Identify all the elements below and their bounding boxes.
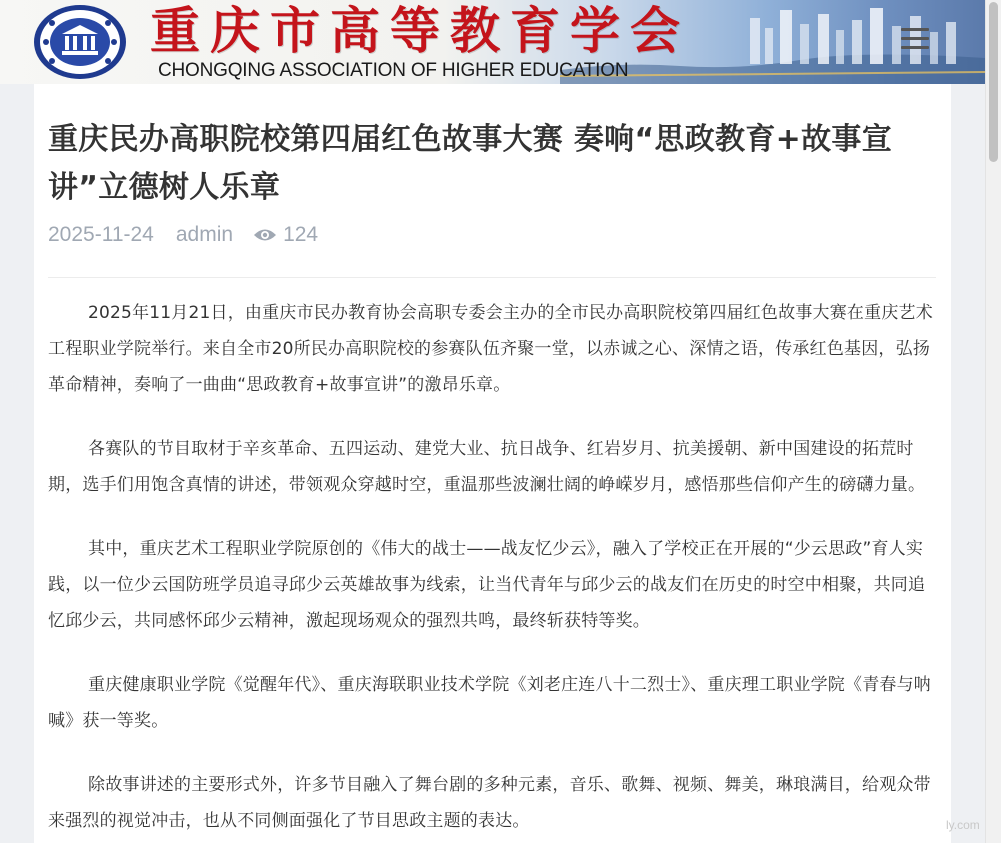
institution-emblem-icon: [32, 3, 128, 81]
watermark-text: ly.com: [946, 818, 980, 832]
paragraph: 其中，重庆艺术工程职业学院原创的《伟大的战士——战友忆少云》，融入了学校正在开展的“少云思政”育人实践，以一位少云国防班学员追寻邱少云英雄故事为线索，让当代青年与邱少云的战友们在历史的时空中相聚，共同追忆邱少云，共同感怀邱少云精神，激起现场观众的强烈共鸣，最终斩获特等奖。: [48, 539, 926, 631]
paragraph: 除故事讲述的主要形式外，许多节目融入了舞台剧的多种元素，音乐、歌舞、视频、舞美，琳琅满目，给观众带来强烈的视觉冲击，也从不同侧面强化了节目思政主题的表达。: [48, 775, 931, 831]
paragraph: 各赛队的节目取材于辛亥革命、五四运动、建党大业、抗日战争、红岩岁月、抗美援朝、新中国建设的拓荒时期，选手们用饱含真情的讲述，带领观众穿越时空，重温那些波澜壮阔的峥嵘岁月，感悟那些信仰产生的磅礴力量。: [48, 439, 926, 495]
article-card: [34, 84, 951, 843]
page-scrollbar[interactable]: [985, 0, 1001, 843]
article-title: 重庆民办高职院校第四届红色故事大赛 奏响“思政教育+故事宣讲”立德树人乐章: [48, 122, 892, 205]
view-count: 124: [283, 223, 319, 246]
site-title-cn: 重庆市高等教育学会: [150, 1, 690, 60]
article-author[interactable]: admin: [175, 223, 234, 246]
paragraph: 2025年11月21日，由重庆市民办教育协会高职专委会主办的全市民办高职院校第四届红色故事大赛在重庆艺术工程职业学院举行。来自全市20所民办高职院校的参赛队伍齐聚一堂，以赤诚之心、深情之语，传承红色基因，弘扬革命精神，奏响了一曲曲“思政教育+故事宣讲”的激昂乐章。: [48, 303, 933, 395]
paragraph: 重庆健康职业学院《觉醒年代》、重庆海联职业技术学院《刘老庄连八十二烈士》、重庆理工职业学院《青春与呐喊》获一等奖。: [48, 675, 931, 731]
eye-icon: [253, 227, 277, 243]
site-title-en: CHONGQING ASSOCIATION OF HIGHER EDUCATION: [158, 60, 629, 81]
hamburger-menu-icon[interactable]: [898, 28, 932, 54]
site-header: [0, 0, 985, 84]
divider: [48, 277, 936, 278]
article-meta: [48, 221, 318, 249]
article-body: [48, 295, 938, 843]
article-date: 2025-11-24: [48, 223, 154, 246]
scrollbar-thumb[interactable]: [989, 2, 998, 162]
